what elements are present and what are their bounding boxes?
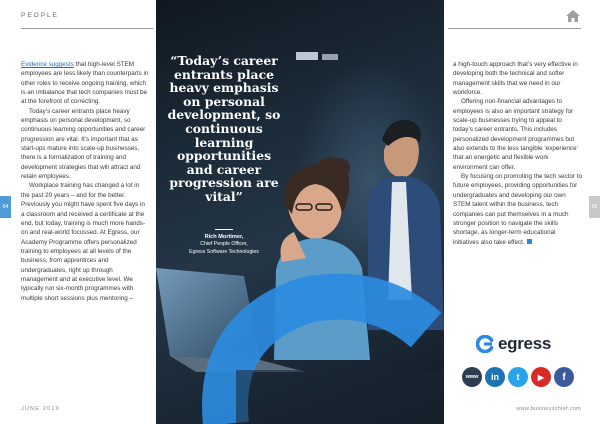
right-article-column bbox=[453, 60, 583, 247]
twitter-icon[interactable]: t bbox=[508, 367, 528, 387]
right-paragraph-3 bbox=[453, 172, 583, 247]
left-paragraph-1-text: that high-level STEM employees are less likely than counterparts in other roles to receive ongoing training, which is an imbalance that tech companies must be at the forefront of correcting. bbox=[21, 61, 149, 106]
right-paragraph-1: a high-touch approach that’s very effective in developing both the technical and softer management skills that we need in our workforce. bbox=[453, 61, 578, 97]
quote-attribution bbox=[166, 234, 282, 256]
footer-website[interactable]: www.businesschief.com bbox=[516, 406, 581, 412]
social-links bbox=[462, 367, 574, 387]
pull-quote: “Today’s career entrants place heavy emphasis on personal development, so continuous learning opportunities and career progression are vital” bbox=[167, 53, 281, 204]
youtube-icon[interactable]: ▶ bbox=[531, 367, 551, 387]
section-label: PEOPLE bbox=[21, 12, 60, 19]
right-paragraph-3-text: By focusing on promoting the tech sector to future employees, providing opportunities for undergraduates and developing our own STEM talent within the business, tech companies can put themselves in a much stronger position to navigate the skills shortage, as longer-term educational initiatives also take effect. bbox=[453, 173, 583, 246]
header-rule-left bbox=[21, 28, 153, 29]
right-paragraph-2: Offering non-financial advantages to employees is also an important strategy for scale-up businesses trying to appeal to today’s career entrants. This includes personalized development programmes but also extends to the less tangible ‘experience’ that an energetic and flexible work environment can offer. bbox=[453, 98, 578, 171]
left-paragraph-1 bbox=[21, 60, 149, 107]
home-icon[interactable] bbox=[565, 9, 581, 23]
egress-logo-icon bbox=[476, 335, 494, 353]
left-paragraph-3: Workplace training has changed a lot in the past 20 years – and for the better. Previously you might have spent five days in a classroom and received a certificate at the end, but today, training is much more hands-on and real-world focussed. At Egress, our Academy Programme offers personalized training to employees at all levels of the business, from apprentices and undergraduates, right up through management and at executive level. We typically run six-month programmes with multiple short sessions plus mentoring – bbox=[21, 182, 146, 302]
evidence-link[interactable]: Evidence suggests bbox=[21, 61, 74, 68]
egress-logo[interactable] bbox=[476, 333, 551, 355]
attribution-company: Egress Software Technologies bbox=[189, 248, 259, 255]
header-rule-right bbox=[448, 28, 581, 29]
article-end-mark bbox=[527, 239, 532, 244]
page-number-right: 65 bbox=[589, 196, 600, 218]
quote-divider bbox=[215, 229, 233, 230]
left-article-column bbox=[21, 60, 149, 303]
egress-logo-text: egress bbox=[498, 334, 552, 353]
linkedin-icon[interactable]: in bbox=[485, 367, 505, 387]
attribution-name: Rich Mortimer, bbox=[204, 234, 244, 240]
facebook-icon[interactable]: f bbox=[554, 367, 574, 387]
web-icon[interactable]: www bbox=[462, 367, 482, 387]
left-paragraph-2: Today’s career entrants place heavy emphasis on personal development, so continuous learning opportunities and career progression are vital. It’s important that as start-ups mature into scale-up businesses, there is a formalization of training and development strategies that will attract and retain employees. bbox=[21, 107, 146, 181]
footer-date: JUNE 2019 bbox=[21, 406, 60, 412]
page-number-left: 64 bbox=[0, 196, 11, 218]
attribution-role: Chief People Officer, bbox=[200, 241, 248, 248]
